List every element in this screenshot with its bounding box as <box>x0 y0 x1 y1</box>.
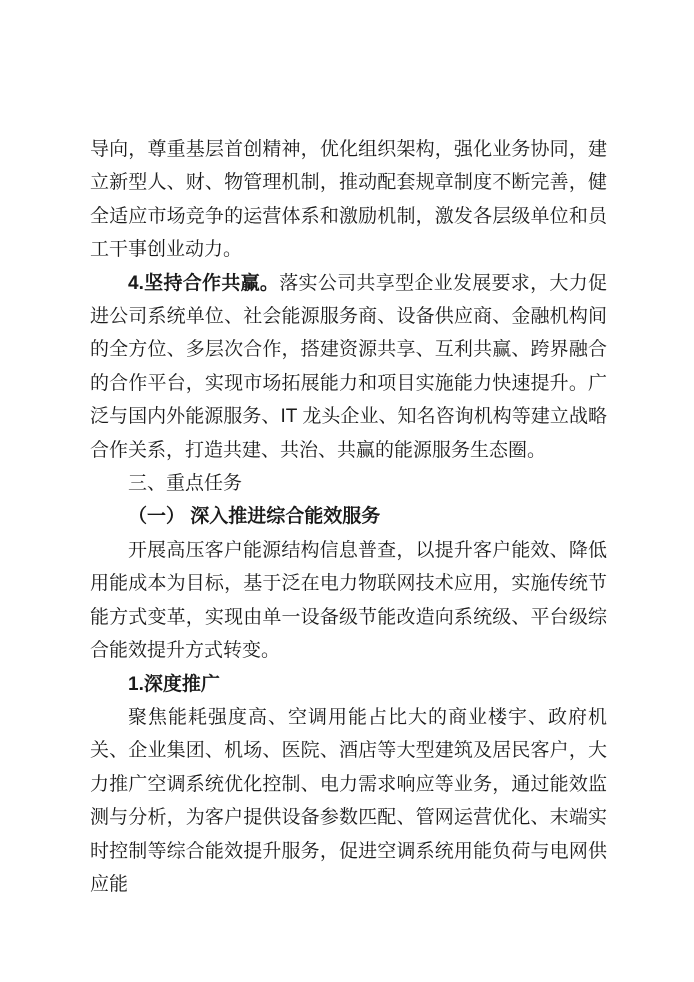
heading-key-tasks: 三、重点任务 <box>128 473 243 495</box>
heading-deep-promotion: 1.深度推广 <box>128 673 220 695</box>
document-content <box>90 133 607 901</box>
paragraph-cooperation-lead-bold: 4.坚持合作共赢。 <box>128 272 280 294</box>
paragraph-cooperation-body: 落实公司共享型企业发展要求，大力促进公司系统单位、社会能源服务商、设备供应商、金融机构间的全方位、多层次合作，搭建资源共享、互利共赢、跨界融合的合作平台，实现市场拓展能力和项目实施能力快速提升。广泛与国内外能源服务、IT 龙头企业、知名咨询机构等建立战略合作关系，打造共建、共治、共赢的能源服务生态圈。 <box>90 272 607 461</box>
paragraph-cooperation <box>90 267 607 467</box>
paragraph-energy-survey: 开展高压客户能源结构信息普查，以提升客户能效、降低用能成本为目标，基于泛在电力物联网技术应用，实施传统节能方式变革，实现由单一设备级节能改造向系统级、平台级综合能效提升方式转变。 <box>90 539 607 662</box>
paragraph-focus-buildings: 聚焦能耗强度高、空调用能占比大的商业楼宇、政府机关、企业集团、机场、医院、酒店等大型建筑及居民客户，大力推广空调系统优化控制、电力需求响应等业务，通过能效监测与分析，为客户提供设备参数匹配、管网运营优化、末端实时控制等综合能效提升服务，促进空调系统用能负荷与电网供应能 <box>90 706 607 895</box>
heading-section-one-energy-efficiency: （一） 深入推进综合能效服务 <box>128 506 381 528</box>
paragraph-governance-continuation: 导向，尊重基层首创精神，优化组织架构，强化业务协同，建立新型人、财、物管理机制，推动配套规章制度不断完善，健全适应市场竞争的运营体系和激励机制，激发各层级单位和员工干事创业动力。 <box>90 139 607 261</box>
